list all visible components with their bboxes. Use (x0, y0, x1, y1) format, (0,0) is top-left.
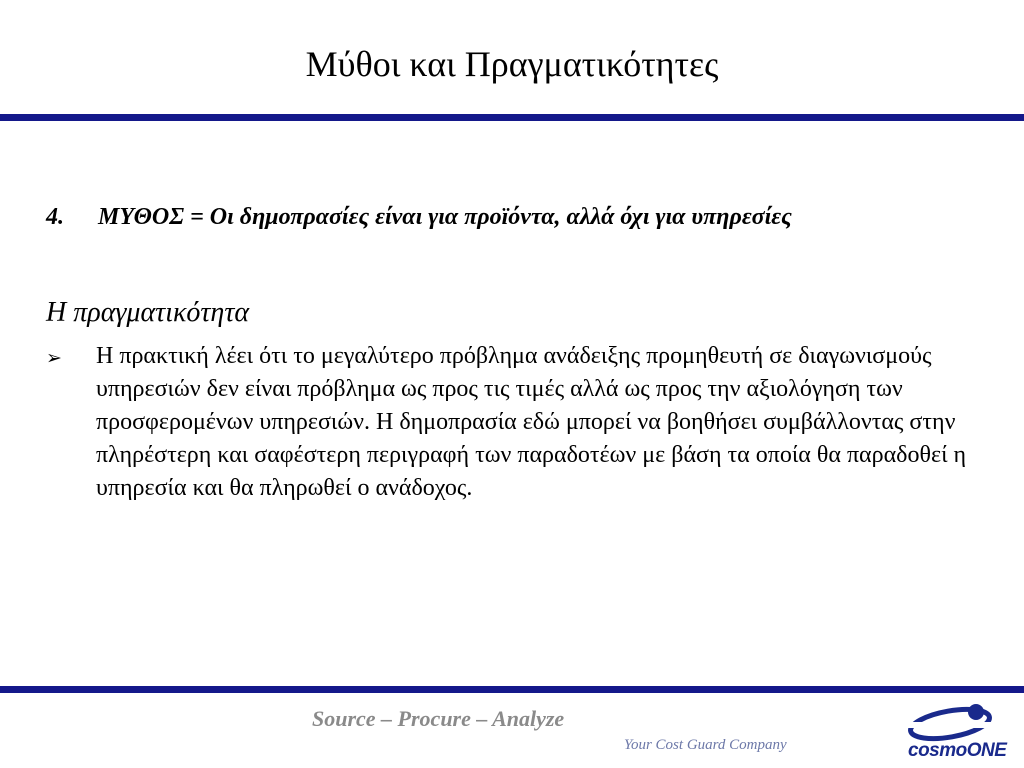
logo-wordmark (908, 740, 1006, 762)
footer-rule (0, 686, 1024, 693)
footer-tagline: Your Cost Guard Company (624, 737, 787, 753)
cosmoone-orbit-logo-icon (906, 700, 1018, 742)
logo-brand-b: ONE (966, 740, 1007, 761)
header-rule (0, 114, 1024, 121)
slide-title: Μύθοι και Πραγματικότητες (305, 44, 719, 84)
bullet-text: Η πρακτική λέει ότι το μεγαλύτερο πρόβλημα ανάδειξης προμηθευτή σε διαγωνισμούς υπηρεσιών δεν είναι πρόβλημα ως προς τις τιμές αλλά ως προς την αξιολόγηση των προσφερομένων υπηρεσιών. Η δημοπρασία εδώ μπορεί να βοηθήσει συμβάλλοντας στην πληρέστερη και σαφέστερη περιγραφή των παραδοτέων με βάση τα οποία θα παραδοθεί η υπηρεσία και θα πληρωθεί ο ανάδοχος. (96, 343, 967, 501)
logo-brand-a: cosmo (908, 740, 967, 761)
item-text: ΜΥΘΟΣ = Οι δημοπρασίες είναι για προϊόντα, αλλά όχι για υπηρεσίες (98, 204, 792, 230)
company-logo (906, 700, 1018, 766)
section-subheading: Η πραγματικότητα (46, 297, 250, 328)
item-number: 4. (46, 204, 64, 230)
arrow-bullet-icon: ➢ (46, 347, 62, 369)
footer-slogan: Source – Procure – Analyze (312, 706, 565, 731)
bullet-paragraph (46, 340, 996, 505)
numbered-item (46, 200, 792, 234)
